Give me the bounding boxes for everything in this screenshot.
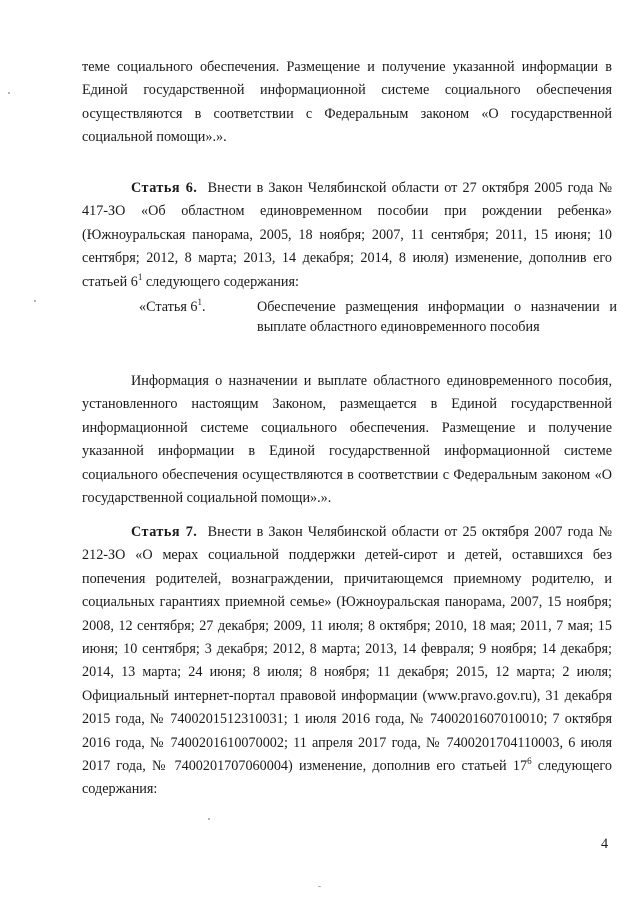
article-7-paragraph [82, 521, 612, 802]
article-7-text-end: следующего содержания: [82, 758, 612, 798]
continuation-paragraph [82, 56, 612, 150]
article-6-paragraph [82, 177, 612, 294]
scan-speck [318, 886, 321, 887]
article-7-text: Внести в Закон Челябинской области от 25 октября 2007 года № 212-ЗО «О мерах социальной поддержки детей-сирот и детей, оставшихся без попечения родителей, вознаграждении, причитающемся приемному родителю, и социальных гарантиях приемной семье» (Южноуральская панорама, 2007, 15 ноября; 2008, 12 сентября; 27 декабря; 2009, 11 июля; 8 октября; 2010, 18 мая; 2011, 7 мая; 15 июня; 10 сентября; 3 декабря; 2012, 8 марта; 2013, 14 февраля; 9 ноября; 14 декабря; 2014, 13 марта; 24 июня; 8 июля; 8 ноября; 11 декабря; 2015, 12 марта; 2 июля; Официальный интернет-портал правовой информации (www.pravo.gov.ru), 31 декабря 2015 года, № 7400201512310031; 1 июля 2016 года, № 7400201607010010; 7 октября 2016 года, № 7400201610070002; 11 апреля 2017 года, № 7400201704110003, 6 июля 2017 года, № 7400201707060004) изменение, дополнив его статьей 17 [82, 524, 612, 775]
page-number: 4 [601, 836, 609, 852]
article-6 [82, 177, 612, 294]
article-6-label: Статья 6. [131, 180, 198, 196]
article-6-text-end: следующего содержания: [142, 273, 299, 290]
article-6-1-prefix: «Статья 6 [139, 299, 198, 315]
article-6-1-suffix: . [202, 299, 206, 315]
article-6-text: Внести в Закон Челябинской области от 27 октября 2005 года № 417-ЗО «Об областном единовременном пособии при рождении ребенка» (Южноуральская панорама, 2005, 18 ноября; 2007, 11 сентября; 2011, 15 июня; 10 сентября; 2012, 8 марта; 2013, 14 декабря; 2014, 8 июля) изменение, дополнив его статьей 6 [82, 180, 612, 290]
article-6-1-title: Обеспечение размещения информации о назначении и выплате областного единовременного пособия [257, 299, 617, 335]
continuation-text: теме социального обеспечения. Размещение и получение указанной информации в Единой государственной информационной системе социального обеспечения осуществляются в соответствии с Федеральным законом «О государственной социальной помощи».». [82, 59, 612, 146]
scan-speck [208, 818, 210, 820]
article-6-1-body [82, 370, 612, 510]
article-7 [82, 521, 612, 802]
article-7-label: Статья 7. [131, 524, 198, 540]
scan-speck [34, 300, 36, 302]
article-6-1-body-text: Информация о назначении и выплате областного единовременного пособия, установленного настоящим Законом, размещается в Единой государственной информационной системе социального обеспечения. Размещение и получение указанной информации в Единой государственной информационной системе социального обеспечения осуществляются в соответствии с Федеральным законом «О государственной социальной помощи».». [82, 373, 612, 507]
scan-speck [8, 92, 10, 94]
article-7-sup: 6 [527, 756, 532, 767]
article-6-sup: 1 [137, 271, 143, 282]
article-6-1-number [139, 297, 206, 317]
article-6-1-sup: 1 [197, 297, 203, 307]
